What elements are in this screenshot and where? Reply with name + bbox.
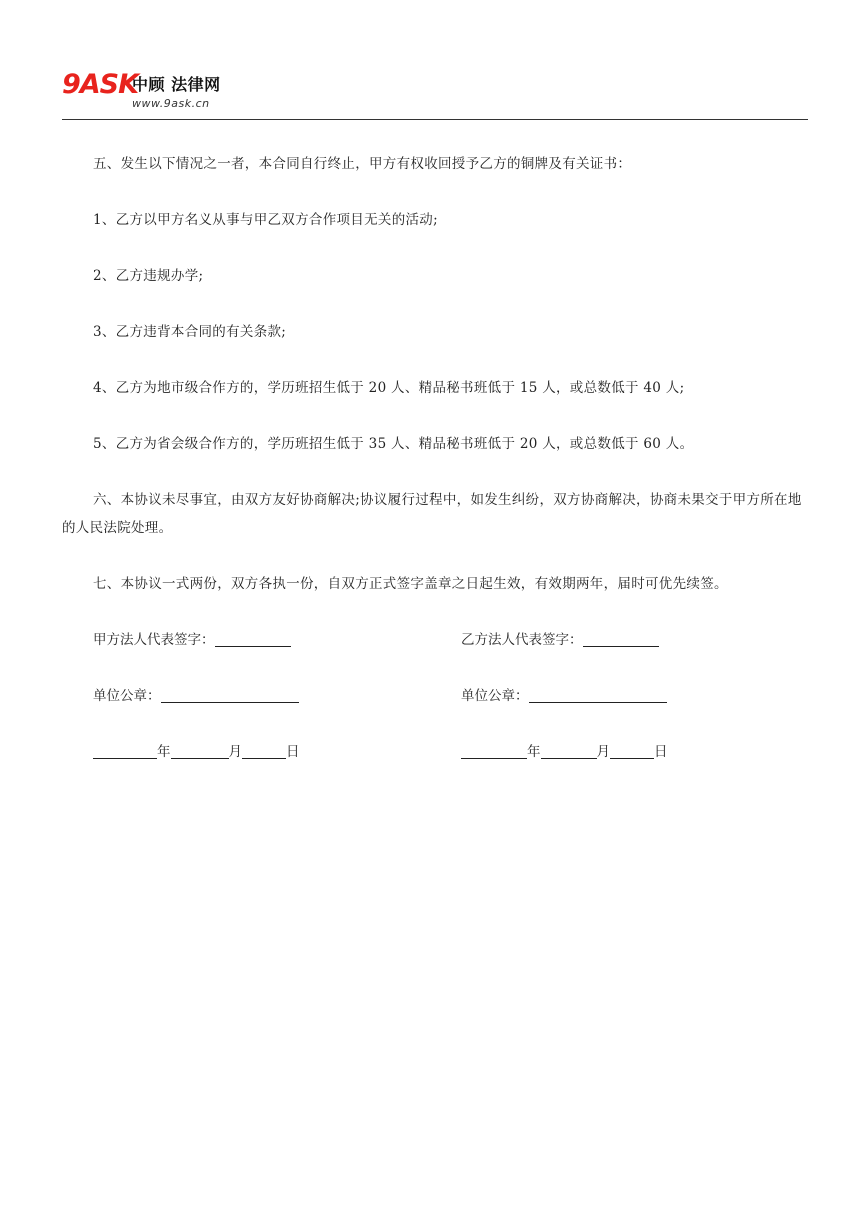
party-a-seal-blank [161, 686, 299, 703]
party-a-seal-block [93, 682, 299, 710]
header-divider [62, 119, 808, 120]
party-a-month-blank [171, 742, 229, 759]
party-b-month-label: 月 [596, 744, 610, 760]
site-logo[interactable] [62, 70, 262, 114]
party-a-day-label: 日 [286, 744, 300, 760]
party-a-signature-blank [215, 630, 291, 647]
party-b-seal-blank [529, 686, 667, 703]
clause-5-item-3: 3、乙方违背本合同的有关条款; [93, 324, 287, 340]
party-b-rep-label: 乙方法人代表签字： [461, 632, 583, 648]
clause-5: 五、发生以下情况之一者，本合同自行终止，甲方有权收回授予乙方的铜牌及有关证书： [93, 156, 632, 172]
signature-row-representatives [62, 626, 808, 654]
party-b-seal-label: 单位公章： [461, 688, 529, 704]
party-b-month-blank [541, 742, 597, 759]
party-a-month-label: 月 [228, 744, 242, 760]
party-b-seal-block [461, 682, 667, 710]
logo-url: www.9ask.cn [132, 97, 210, 110]
party-b-date-block [461, 738, 668, 766]
clause-7: 七、本协议一式两份，双方各执一份，自双方正式签字盖章之日起生效，有效期两年，届时可优先续签。 [93, 576, 728, 592]
party-b-signature-block [461, 626, 659, 654]
party-b-day-label: 日 [654, 744, 668, 760]
logo-mark: 9ASK [62, 69, 139, 100]
signature-row-date [62, 738, 808, 766]
party-a-rep-label: 甲方法人代表签字： [93, 632, 215, 648]
party-a-date-block [93, 738, 300, 766]
party-b-signature-blank [583, 630, 659, 647]
clause-6: 六、本协议未尽事宜，由双方友好协商解决;协议履行过程中，如发生纠纷，双方协商解决，协商未果交于甲方所在地的人民法院处理。 [62, 492, 802, 536]
party-a-year-blank [93, 742, 157, 759]
party-a-signature-block [93, 626, 291, 654]
party-b-day-blank [610, 742, 654, 759]
clause-5-item-5: 5、乙方为省会级合作方的，学历班招生低于 35 人、精品秘书班低于 20 人，或总数低于 60 人。 [93, 436, 694, 452]
party-a-seal-label: 单位公章： [93, 688, 161, 704]
logo-site-name: 中顾 法律网 [132, 75, 221, 94]
party-b-year-blank [461, 742, 527, 759]
clause-5-item-2: 2、乙方违规办学; [93, 268, 204, 284]
document-body [62, 150, 808, 766]
clause-5-item-1: 1、乙方以甲方名义从事与甲乙双方合作项目无关的活动; [93, 212, 438, 228]
party-b-year-label: 年 [527, 744, 541, 760]
party-a-year-label: 年 [157, 744, 171, 760]
party-a-day-blank [242, 742, 286, 759]
page-header [62, 68, 808, 120]
signature-row-seal [62, 682, 808, 710]
clause-5-item-4: 4、乙方为地市级合作方的，学历班招生低于 20 人、精品秘书班低于 15 人，或总数低于 40 人; [93, 380, 685, 396]
